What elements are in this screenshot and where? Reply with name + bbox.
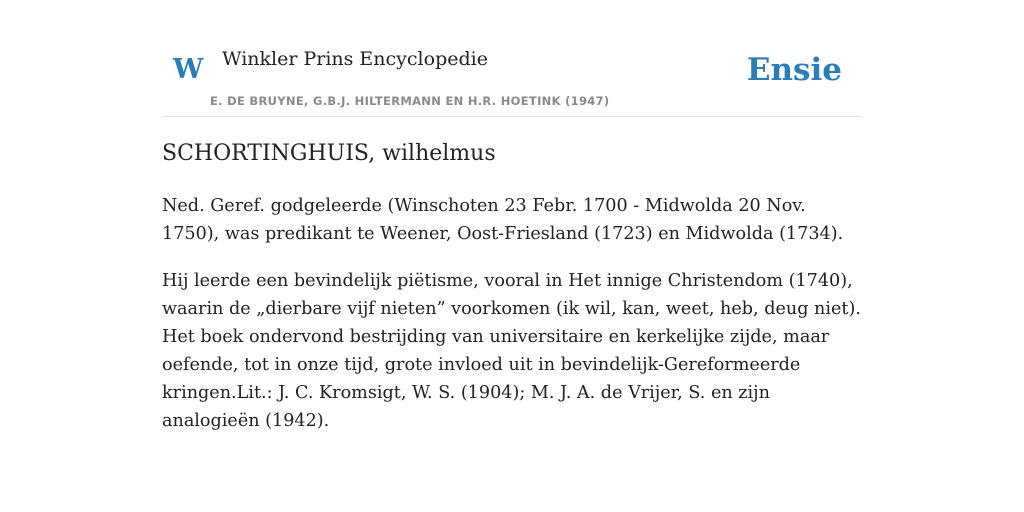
ensie-logo[interactable]: Ensie <box>746 52 842 88</box>
entry-paragraph: Hij leerde een bevindelijk piëtisme, vooral in Het innige Christendom (1740), waarin de „dierbare vijf nieten” voorkomen (ik wil, kan, weet, heb, deug niet). Het boek ondervond bestrijding van universitaire en kerkelijke zijde, maar oefende, tot in onze tijd, grote invloed uit in bevindelijk-Gereformeerde kringen.Lit.: J. C. Kromsigt, W. S. (1904); M. J. A. de Vrijer, S. en zijn analogieën (1942). <box>162 271 861 431</box>
source-title[interactable]: Winkler Prins Encyclopedie <box>222 48 488 70</box>
page <box>162 0 862 512</box>
winkler-prins-logo-icon[interactable]: W <box>173 54 204 85</box>
entry-title: SCHORTINGHUIS, wilhelmus <box>162 141 496 166</box>
source-authors: E. DE BRUYNE, G.B.J. HILTERMANN EN H.R. HOETINK (1947) <box>210 94 610 108</box>
entry-paragraph: Ned. Geref. godgeleerde (Winschoten 23 Febr. 1700 - Midwolda 20 Nov. 1750), was predikant te Weener, Oost-Friesland (1723) en Midwolda (1734). <box>162 196 844 244</box>
entry-body <box>162 192 862 454</box>
source-header <box>162 0 862 117</box>
